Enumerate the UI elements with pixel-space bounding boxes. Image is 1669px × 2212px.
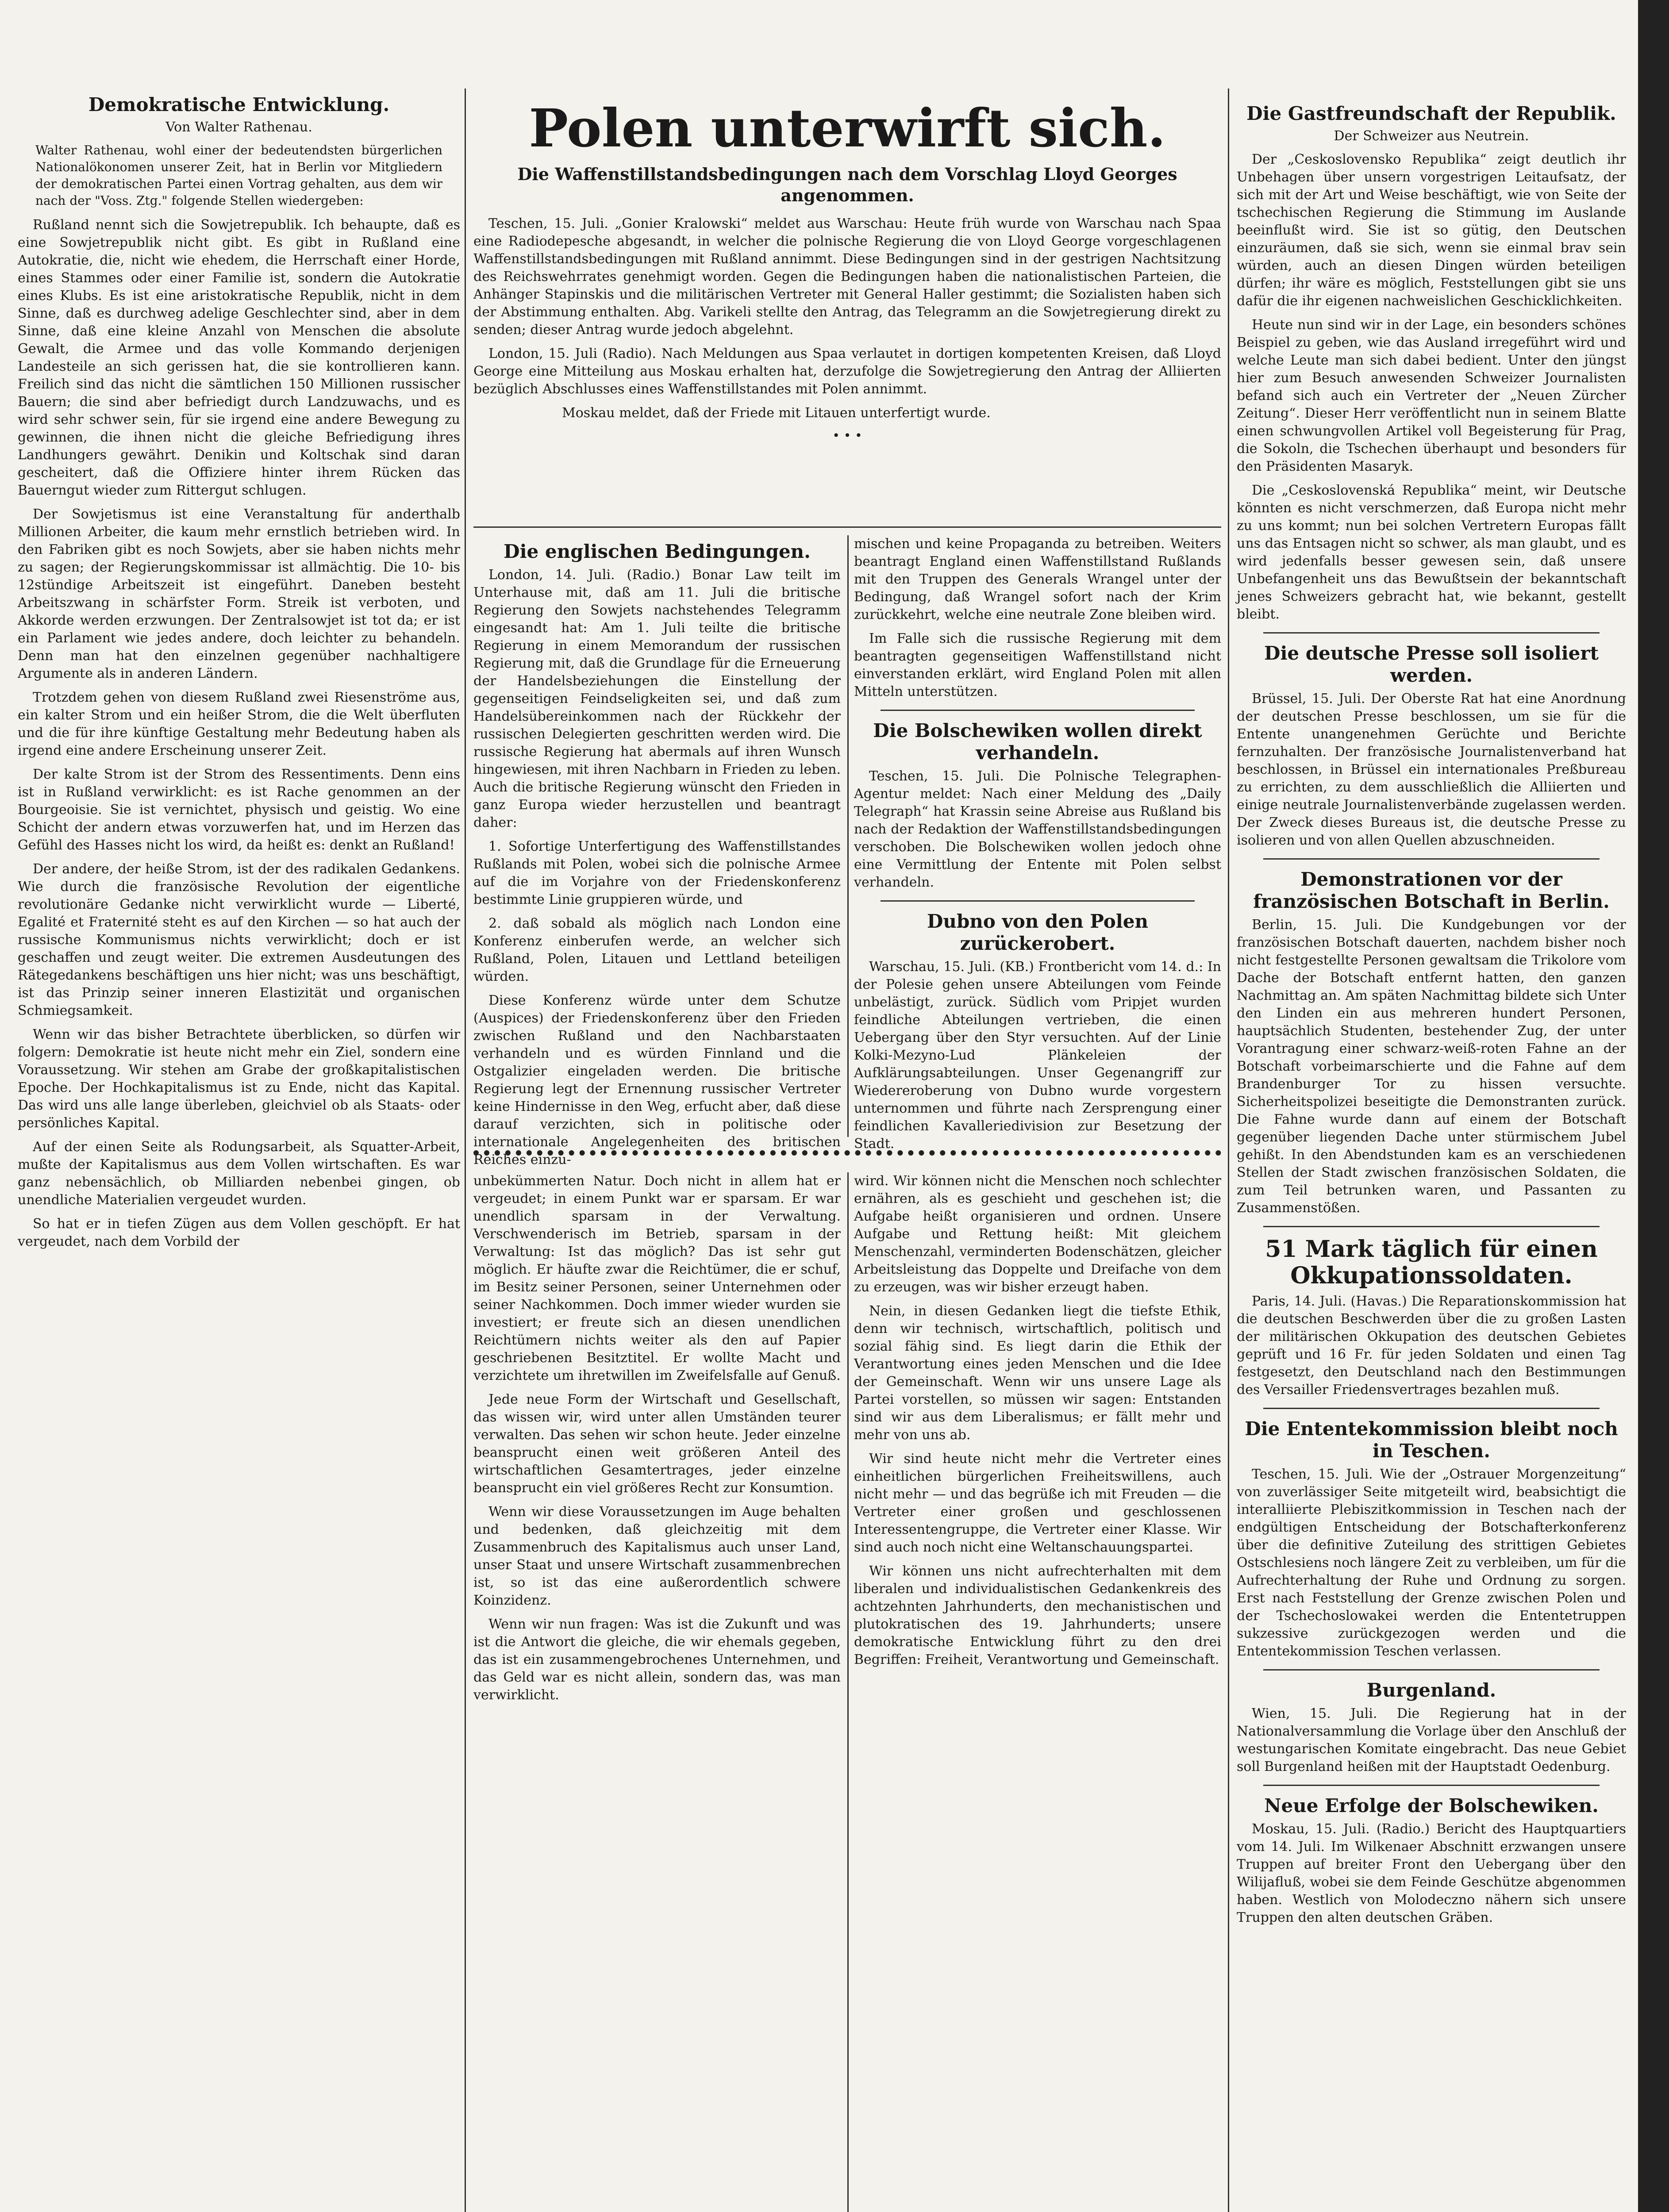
lower-paragraph: Wir sind heute nicht mehr die Vertreter eines einheitlichen bürgerlichen Freiheitswillens, auch nicht mehr — und das begrüße ich mit Freuden — die Vertreter einer großen und geschlossenen Interessentengruppe, die Vertreter einer Klasse. Wir sind auch noch nicht eine Weltanschauungspartei. <box>854 1451 1221 1555</box>
right-article-title: Neue Erfolge der Bolschewiken. <box>1264 1795 1599 1816</box>
english-conditions-paragraph: 1. Sofortige Unterfertigung des Waffenstillstandes Rußlands mit Polen, wobei sich die polnische Armee auf die im Vorjahre von der Friedenskonferenz bestimmte Linie gruppieren würde, und <box>473 839 841 907</box>
article-divider <box>1263 1408 1600 1409</box>
right-paragraph: Moskau, 15. Juli. (Radio.) Bericht des Hauptquartiers vom 14. Juli. Im Wilkenaer Abschnitt erzwangen unsere Truppen auf breiter Front den Uebergang über den Wilijafluß, wobei sie dem Feinde Geschütze abgenommen haben. Westlich von Molodeczno nähern sich unsere Truppen den alten deutschen Gräben. <box>1237 1821 1626 1925</box>
main-lead-paragraph: Teschen, 15. Juli. „Gonier Kralowski“ meldet aus Warschau: Heute früh wurde von Warschau nach Spaa eine Radiodepesche abgesandt, in welcher die polnische Regierung die von Lloyd George vorgeschlagenen Waffenstillstandsbedingungen mit Rußland annimmt. Diese Bedingungen sind in der gestrigen Nachtsitzung des Reichswehrrates genehmigt worden. Gegen die Bedingungen haben die nationalistischen Parteien, die Anhänger Stapinskis und die militärischen Vertreter mit General Haller gestimmt; die Sozialisten haben sich der Abstimmung enthalten. Abg. Varikeli stellte den Antrag, das Telegramm an die Sowjetregierung direkt zu senden; dieser Antrag wurde jedoch abgelehnt. <box>473 216 1221 338</box>
bolsheviks-negotiate-title: Die Bolschewiken wollen direkt verhandeln. <box>873 720 1202 764</box>
left-paragraph: Rußland nennt sich die Sowjetrepublik. Ich behaupte, daß es eine Sowjetrepublik nicht gibt. Es gibt in Rußland eine Autokratie, die, nicht wie ehedem, die Herrschaft einer Horde, eines Stammes oder einer Familie ist, sondern die Autokratie eines Klubs. Es ist eine aristokratische Republik, nicht in dem Sinne, daß es durchweg adelige Geschlechter sind, aber in dem Sinne, daß eine kleine Anzahl von Menschen die absolute Gewalt, die Armee und das volle Kommando derjenigen Landesteile an sich gerissen hat, die sie kontrollieren kann. Freilich sind das nicht die sämtlichen 150 Millionen russischer Bauern; die sind aber befriedigt durch Landzuwachs, und es wird sehr schwer sein, für sie irgend eine andere Bewegung zu gewinnen, die ihnen nicht die gleiche Befriedigung ihres Landhungers gewährt. Denikin und Koltschak sind daran gescheitert, daß die Offiziere hinter ihrem Rücken das Bauerngut wieder zum Rittergut schlugen. <box>18 217 460 498</box>
main-subcolumn-a <box>473 535 841 1167</box>
left-paragraph: Wenn wir das bisher Betrachtete überblicken, so dürfen wir folgern: Demokratie ist heute nicht mehr ein Ziel, sondern eine Voraussetzung. Wir stehen am Grabe der großkapitalistischen Epoche. Der Hochkapitalismus ist zu Ende, nicht das Kapital. Das wird uns alle lange überleben, gleichviel ob als Staats- oder persönliches Kapital. <box>18 1027 460 1131</box>
left-article-title: Demokratische Entwicklung. <box>88 94 390 115</box>
article-divider <box>1263 1669 1600 1671</box>
lower-paragraph: Jede neue Form der Wirtschaft und Gesellschaft, das wissen wir, wird unter allen Umständen teurer verwalten. Das sehen wir schon heute. Jeder einzelne beansprucht einen weit größeren Anteil des wirtschaftlichen Gesamtertrages, jeder einzelne beansprucht ein viel größeres Recht zur Konsumtion. <box>473 1392 841 1496</box>
left-paragraph: So hat er in tiefen Zügen aus dem Vollen geschöpft. Er hat vergeudet, nach dem Vorbild der <box>18 1216 460 1249</box>
main-lead-paragraph: London, 15. Juli (Radio). Nach Meldungen aus Spaa verlautet in dortigen kompetenten Kreisen, daß Lloyd George eine Mitteilung aus Moskau erhalten hat, derzufolge die Sowjetregierung den Antrag der Alliierten bezüglich Abschlusses eines Waffenstillstandes mit Polen annimmt. <box>473 346 1221 397</box>
column-rule <box>847 1172 849 2212</box>
left-column <box>18 88 460 2212</box>
page-edge <box>1638 0 1669 2212</box>
article-divider <box>1263 632 1600 634</box>
right-paragraph: Paris, 14. Juli. (Havas.) Die Reparationskommission hat die deutschen Beschwerden über die zu großen Lasten der militärischen Okkupation des deutschen Gebietes geprüft und 16 Fr. für jeden Soldaten und einen Tag festgesetzt, den Deutschland nach den Bestimmungen des Versailler Friedensvertrages bezahlen muß. <box>1237 1294 1626 1398</box>
right-paragraph: Berlin, 15. Juli. Die Kundgebungen vor der französischen Botschaft dauerten, nachdem bisher noch nicht festgestellte Personen gewaltsam die Trikolore vom Dache der Botschaft entfernt hatten, den ganzen Nachmittag an. Am späten Nachmittag bildete sich Unter den Linden ein aus mehreren hundert Personen, hauptsächlich Studenten, bestehender Zug, der unter Vorantragung einer schwarz-weiß-roten Fahne an der Botschaft vorbeimarschierte und die Fahne auf dem Brandenburger Tor zu hissen versuchte. Sicherheitspolizei beseitigte die Demonstranten zurück. Die Fahne wurde dann auf einem der Botschaft gegenüber liegenden Dache unter stürmischem Jubel gehißt. In den Abendstunden kam es an verschiedenen Stellen der Stadt zwischen französischen Soldaten, die zum Teil betrunken waren, und Passanten zu Zusammenstößen. <box>1237 917 1626 1216</box>
right-paragraph: Teschen, 15. Juli. Wie der „Ostrauer Morgenzeitung“ von zuverlässiger Seite mitgeteilt wird, beabsichtigt die interalliierte Plebiszitkommission in Teschen nach der endgültigen Entscheidung der Botschafterkonferenz über die definitive Zuteilung des strittigen Gebietes Ostschlesiens noch längere Zeit zu verbleiben, um für die Aufrechterhaltung der Ruhe und Ordnung zu sorgen. Erst nach Feststellung der Grenze zwischen Polen und der Tschechoslowakei werden die Ententetruppen sukzessive zurückgezogen werden und die Ententekommission Teschen verlassen. <box>1237 1467 1626 1659</box>
left-paragraph: Der kalte Strom ist der Strom des Ressentiments. Denn eins ist in Rußland verwirklicht: es ist Rache genommen an der Bourgeoisie. Sie ist vernichtet, physisch und geistig. Wo eine Schicht der andern etwas vorzuwerfen hat, und im Herzen das Gefühl des Hasses nicht los wird, da heißt es: denkt an Rußland! <box>18 767 460 853</box>
main-subheadline: Die Waffenstillstandsbedingungen nach dem Vorschlag Lloyd Georges angenommen. <box>517 164 1177 205</box>
main-headline: Polen unterwirft sich. <box>529 97 1166 159</box>
dubno-paragraph: Warschau, 15. Juli. (KB.) Frontbericht vom 14. d.: In der Polesie gehen unsere Abteilungen vom Feinde unbelästigt, zurück. Südlich vom Pripjet wurden feindliche Abteilungen vertrieben, die einen Uebergang über den Styr versuchten. Auf der Linie Kolki-Mezyno-Lud Plänkeleien der Aufklärungsabteilungen. Unser Gegenangriff zur Wiedereroberung von Dubno wurde vorgestern unternommen und führte nach Zersprengung einer feindlichen Kavalleriedivision zur Besetzung der Stadt. <box>854 959 1221 1152</box>
article-divider <box>881 710 1195 711</box>
right-article-title: Demonstrationen vor der französischen Botschaft in Berlin. <box>1253 868 1610 912</box>
right-paragraph: Der „Ceskoslovensko Republika“ zeigt deutlich ihr Unbehagen über unsern vorgestrigen Leitaufsatz, der sich mit der Art und Weise beschäftigt, wie von Seite der tschechischen Regierung die Stimmung im Auslande beeinflußt wird. Sie ist so gütig, den Deutschen einzuräumen, daß sie sich, wenn sie einmal brav sein würden, auch an diesen Dingen würden beteiligen dürfen; ihr wäre es möglich, Feststellungen gibt sie uns dafür die ihr eigenen nachweislichen Geschicklichkeiten. <box>1237 152 1626 309</box>
article-divider <box>1263 1785 1600 1786</box>
article-divider <box>1263 858 1600 860</box>
right-paragraph: Brüssel, 15. Juli. Der Oberste Rat hat eine Anordnung der deutschen Presse beschlossen, um sie für die Entente unangenehmen Gerüchte und Berichte fernzuhalten. Der französische Journalistenverband hat beschlossen, in Brüssel ein internationales Preßbureau zu errichten, zu dem ausschließlich die Alliierten und einige neutrale Journalistenverbände zugelassen werden. Der Zweck dieses Bureaus ist, die deutsche Presse zu isolieren und von allen Quellen abzuschneiden. <box>1237 691 1626 848</box>
right-column <box>1237 97 1626 2212</box>
right-paragraph: Wien, 15. Juli. Die Regierung hat in der Nationalversammlung die Vorlage über den Anschluß der westungarischen Komitate eingebracht. Das neue Gebiet soll Burgenland heißen mit der Hauptstadt Oedenburg. <box>1237 1706 1626 1774</box>
right-paragraph: Heute nun sind wir in der Lage, ein besonders schönes Beispiel zu geben, wie das Ausland irregeführt wird und welche Leute man sich dabei bedient. Unter den jüngst hier zum Besuch anwesenden Schweizer Journalisten befand sich auch ein Vertreter der „Neuen Zürcher Zeitung“. Dieser Herr veröffentlicht nun in seinem Blatte einen schwungvollen Artikel voll Begeisterung für Prag, die Sokoln, die Tschechen überhaupt und besonders für den Präsidenten Masaryk. <box>1237 317 1626 474</box>
column-rule <box>1228 88 1229 2212</box>
dotted-separator <box>473 1150 1221 1162</box>
column-rule <box>847 535 849 1137</box>
left-article-intro: Walter Rathenau, wohl einer der bedeutendsten bürgerlichen Nationalökonomen unserer Zeit, hat in Berlin vor Mitgliedern der demokratischen Partei einen Vortrag gehalten, aus dem wir nach der "Voss. Ztg." folgende Stellen wiedergeben: <box>35 143 442 208</box>
column-rule <box>465 88 466 2212</box>
right-article-title: 51 Mark täglich für einen Okkupationssoldaten. <box>1265 1236 1598 1289</box>
headline-rule <box>473 526 1221 528</box>
main-subcolumn-b <box>854 535 1221 1152</box>
bolsheviks-negotiate-paragraph: Teschen, 15. Juli. Die Polnische Telegraphen-Agentur meldet: Nach einer Meldung des „Daily Telegraph“ hat Krassin seine Abreise aus Rußland bis nach der Redaktion der Waffenstillstandsbedingungen verschoben. Die Bolschewiken wollen jedoch ohne eine Vermittlung der Entente mit Polen selbst verhandeln. <box>854 768 1221 890</box>
lower-paragraph: Wenn wir diese Voraussetzungen im Auge behalten und bedenken, daß gleichzeitig mit dem Zusammenbruch des Kapitalismus auch unser Land, unser Staat und unsere Wirtschaft zusammenbrechen ist, so ist das eine außerordentlich schwere Koinzidenz. <box>473 1504 841 1608</box>
english-conditions-paragraph: Diese Konferenz würde unter dem Schutze (Auspices) der Friedenskonferenz über den Frieden zwischen Rußland und den Nachbarstaaten verhandeln und es würden Finnland und die Ostgalizier eingeladen werden. Die britische Regierung legt der Ernennung russischer Vertreter keine Hindernisse in den Weg, erfucht aber, daß diese darauf verzichten, sich in politische oder internationale Angelegenheiten des britischen Reiches einzu- <box>473 993 841 1167</box>
section-bullets: • • • <box>832 428 862 443</box>
lower-paragraph: unbekümmerten Natur. Doch nicht in allem hat er vergeudet; in einem Punkt war er sparsam. Er war unendlich sparsam in der Verwaltung. Verschwenderisch im Betrieb, sparsam in der Verwaltung: Ist das möglich? Das ist sehr gut möglich. Er häufte zwar die Reichtümer, die er schuf, im Besitz seiner Personen, seiner Unternehmen oder seiner Nachkommen. Doch immer wieder wurden sie investiert; er freute sich an diesen unendlichen Reichtümern nichts weiter als den auf Papier geschriebenen Besitztitel. Er wollte Macht und verzichtete um ihretwillen im Zweifelsfalle auf Genuß. <box>473 1173 841 1383</box>
lower-paragraph: Wir können uns nicht aufrechterhalten mit dem liberalen und individualistischen Gedankenkreis des achtzehnten Jahrhunderts, den mechanistischen und plutokratischen des 19. Jahrhunderts; unsere demokratische Entwicklung führt zu den drei Begriffen: Freiheit, Verantwortung und Gemeinschaft. <box>854 1563 1221 1667</box>
article-divider <box>881 900 1195 902</box>
lower-paragraph: Nein, in diesen Gedanken liegt die tiefste Ethik, denn wir technisch, wirtschaftlich, politisch und sozial fähig sind. Es liegt darin die Ethik der Verantwortung eines jeden Menschen und die Idee der Gemeinschaft. Wenn wir uns unsere Lage als Partei vorstellen, so müssen wir sagen: Entstanden sind wir aus dem Liberalismus; er fällt mehr und mehr von uns ab. <box>854 1303 1221 1443</box>
left-paragraph: Der andere, der heiße Strom, ist der des radikalen Gedankens. Wie durch die französische Revolution der eigentliche revolutionäre Gedanke nicht verwirklicht wurde — Liberté, Egalité et Fraternité steht es auf den Kirchen — so hat auch der russische Kommunismus nichts verwirklicht; doch er ist geschaffen und zeugt weiter. Die extremen Ausdeutungen des Rätegedankens beschäftigen uns hier nicht; was uns beschäftigt, ist das Prinzip seiner inneren Elastizität und organischen Schmiegsamkeit. <box>18 861 460 1018</box>
right-article-title: Burgenland. <box>1366 1679 1496 1701</box>
left-paragraph: Der Sowjetismus ist eine Veranstaltung für anderthalb Millionen Arbeiter, die kaum mehr ernstlich betrieben wird. In den Fabriken gibt es noch Sowjets, aber sie haben nichts mehr zu sagen; der Regierungskommissar ist allmächtig. Die 10- bis 12stündige Arbeitszeit ist eingeführt. Daneben besteht Arbeitszwang in schärfster Form. Streik ist verboten, und Akkorde werden erzwungen. Der Zentralsowjet ist tot da; er ist ein Parlament wie jedes andere, doch leichter zu behandeln. Denn man hat den einzelnen gegenüber nachhaltigere Argumente als in anderen Ländern. <box>18 507 460 681</box>
lower-paragraph: Wenn wir nun fragen: Was ist die Zukunft und was ist die Antwort die gleiche, die wir ehemals gegeben, das ist ein zusammengebrochenes Unternehmen, und das Geld war es nicht allein, sondern das, was man verwirklicht. <box>473 1617 841 1703</box>
english-conditions-continued: mischen und keine Propaganda zu betreiben. Weiters beantragt England einen Waffenstillstand Rußlands mit den Truppen des Generals Wrangel unter der Bedingung, daß Wrangel sofort nach der Krim zurückkehrt, welche eine neutrale Zone bleiben wird. <box>854 536 1221 622</box>
english-conditions-paragraph: 2. daß sobald als möglich nach London eine Konferenz einberufen werde, an welcher sich Rußland, Polen, Litauen und Lettland beteiligen würden. <box>473 916 841 984</box>
lower-paragraph: wird. Wir können nicht die Menschen noch schlechter ernähren, als es geschieht und geschehen ist; die Aufgabe heißt organisieren und ordnen. Unsere Aufgabe und Rettung heißt: Mit gleichem Menschenzahl, verminderten Bodenschätzen, gleicher Arbeitsleistung das Doppelte und Dreifache von dem zu erzeugen, was wir bisher erzeugt haben. <box>854 1173 1221 1295</box>
article-divider <box>1263 1226 1600 1227</box>
lower-subcolumn-a <box>473 1172 841 2212</box>
right-article-title: Die Ententekommission bleibt noch in Teschen. <box>1245 1418 1618 1462</box>
right-paragraph: Die „Ceskoslovenská Republika“ meint, wir Deutsche könnten es nicht verschmerzen, daß Europa nicht mehr zu uns kommt; nun bei solchen Vertretern Europas fällt uns das Entsagen nicht so schwer, als man glaubt, und es wird jedenfalls besser gewesen sein, daß unsere Unbefangenheit uns das Bewußtsein der bekanntschaft jenes Schweizers gebracht hat, wie bekannt, gestellt bleibt. <box>1237 483 1626 622</box>
english-conditions-continued: Im Falle sich die russische Regierung mit dem beantragten gegenseitigen Waffenstillstand nicht einverstanden erklärt, wird England Polen mit allen Mitteln unterstützen. <box>854 631 1221 699</box>
main-lead-paragraph: Moskau meldet, daß der Friede mit Litauen unterfertigt wurde. <box>562 405 991 421</box>
left-article-byline: Von Walter Rathenau. <box>165 119 312 135</box>
main-headline-block <box>473 97 1221 522</box>
right-article-title: Die Gastfreundschaft der Republik. <box>1246 103 1616 124</box>
left-paragraph: Trotzdem gehen von diesem Rußland zwei Riesenströme aus, ein kalter Strom und ein heißer Strom, die die Welt überfluten und die für ihre künftige Gestaltung mehr Bedeutung haben als irgend eine andere Erscheinung unserer Zeit. <box>18 690 460 758</box>
dubno-title: Dubno von den Polen zurückerobert. <box>927 910 1148 954</box>
english-conditions-title: Die englischen Bedingungen. <box>504 541 811 562</box>
left-paragraph: Auf der einen Seite als Rodungsarbeit, als Squatter-Arbeit, mußte der Kapitalismus aus dem Vollen wirtschaften. Es war ganz nebensächlich, ob Milliarden nebenbei gingen, ob unendliche Materialien vergeudet wurden. <box>18 1139 460 1208</box>
english-conditions-paragraph: London, 14. Juli. (Radio.) Bonar Law teilt im Unterhause mit, daß am 11. Juli die britische Regierung den Sowjets nachstehendes Telegramm eingesandt hat: Am 1. Juli teilte die britische Regierung in einem Memorandum der russischen Regierung mit, daß die Grundlage für die Erneuerung der Handelsbeziehungen die Einstellung der gegenseitigen Feindseligkeiten sei, und daß zum Handelsübereinkommen nach der Rückkehr der russischen Delegierten geschritten werden wird. Die russische Regierung hat abermals auf ihren Wunsch hingewiesen, mit ihren Nachbarn in Frieden zu leben. Auch die britische Regierung wünscht den Frieden in ganz Europa wieder herzustellen und beantragt daher: <box>473 567 841 830</box>
lower-subcolumn-b <box>854 1172 1221 2212</box>
right-article-title: Die deutsche Presse soll isoliert werden. <box>1264 642 1599 686</box>
right-article-byline: Der Schweizer aus Neutrein. <box>1334 128 1529 144</box>
